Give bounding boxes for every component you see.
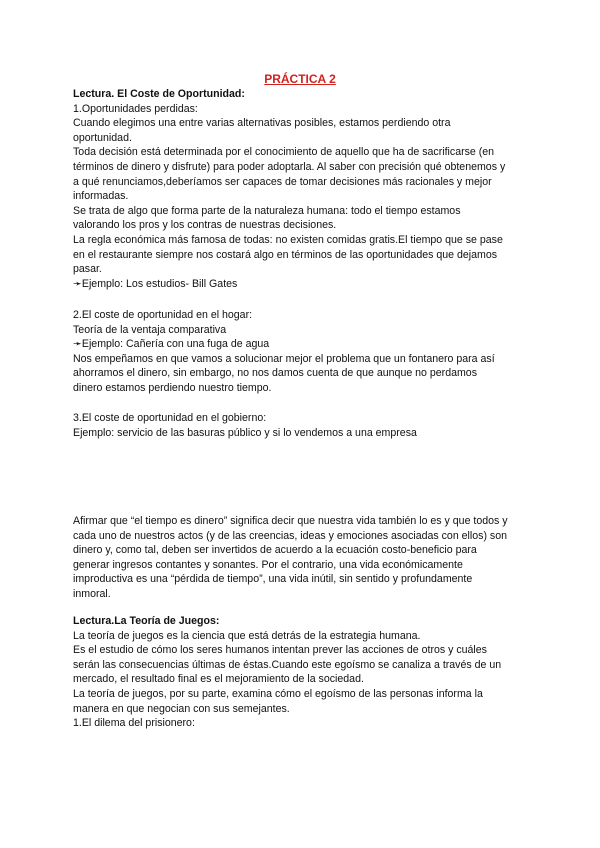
- paragraph-line: a qué renunciamos,deberíamos ser capaces de tomar decisiones más racionales y mejor: [73, 175, 492, 188]
- paragraph-line: Toda decisión está determinada por el conocimiento de aquello que ha de sacrificarse (en: [73, 146, 495, 159]
- paragraph-line: Es el estudio de cómo los seres humanos intentan prever las acciones de otros y cuáles: [73, 644, 487, 657]
- paragraph-line: 1.El dilema del prisionero:: [73, 717, 195, 730]
- paragraph-line: 1.Oportunidades perdidas:: [73, 102, 198, 115]
- section-coste-gobierno: [73, 411, 535, 440]
- paragraph-line: Afirmar que “el tiempo es dinero” significa decir que nuestra vida también lo es y que todos y: [73, 515, 508, 527]
- paragraph-line: La regla económica más famosa de todas: no existen comidas gratis.El tiempo que se pase: [73, 233, 503, 246]
- paragraph-line: Nos empeñamos en que vamos a solucionar mejor el problema que un fontanero para así: [73, 352, 495, 365]
- section-coste-oportunidad: [73, 87, 535, 291]
- paragraph-line: dinero estamos perdiendo nuestro tiempo.: [73, 381, 272, 394]
- paragraph-line: Ejemplo: servicio de las basuras público y si lo vendemos a una empresa: [73, 426, 417, 439]
- section-heading: Lectura. El Coste de Oportunidad:: [73, 88, 245, 100]
- page-title: PRÁCTICA 2: [264, 72, 336, 86]
- section-teoria-juegos: [73, 614, 535, 731]
- paragraph-line: serán las consecuencias últimas de éstas.Cuando este egoísmo se canaliza a través de un: [73, 658, 502, 671]
- section-coste-hogar: [73, 308, 535, 396]
- paragraph-line: ahorramos el dinero, sin embargo, no nos damos cuenta de que aunque no perdamos: [73, 367, 478, 380]
- paragraph-line: mercado, el resultado final es el mejoramiento de la sociedad.: [73, 673, 364, 686]
- paragraph-line: informadas.: [73, 190, 129, 203]
- paragraph-line: 3.El coste de oportunidad en el gobierno:: [73, 412, 267, 424]
- section-heading: Lectura.La Teoría de Juegos:: [73, 615, 220, 627]
- paragraph-line: Se trata de algo que forma parte de la naturaleza humana: todo el tiempo estamos: [73, 204, 461, 217]
- paragraph-line: 2.El coste de oportunidad en el hogar:: [73, 309, 253, 321]
- paragraph-line: en el restaurante siempre nos costará algo en términos de las oportunidades que dejamos: [73, 248, 498, 261]
- paragraph-line: términos de dinero y disfrute) para poder adoptarla. Al saber con precisión qué obtenemos y: [73, 160, 506, 173]
- paragraph-line: ➛Ejemplo: Los estudios- Bill Gates: [73, 277, 238, 290]
- paragraph-line: dinero y, como tal, deben ser invertidos de acuerdo a la ecuación costo-beneficio para: [73, 544, 477, 557]
- paragraph-line: ➛Ejemplo: Cañería con una fuga de agua: [73, 338, 270, 351]
- paragraph-line: generar ingresos contantes y sonantes. Por el contrario, una vida económicamente: [73, 558, 463, 571]
- paragraph-line: valorando los pros y los contras de nuestras decisiones.: [73, 219, 337, 232]
- paragraph-line: pasar.: [73, 263, 102, 276]
- paragraph-line: cada uno de nuestros actos (y de las creencias, ideas y emociones asociadas con ellos) son: [73, 529, 507, 542]
- paragraph-line: manera en que negocian con sus semejantes.: [73, 702, 290, 715]
- paragraph-line: Cuando elegimos una entre varias alternativas posibles, estamos perdiendo otra: [73, 117, 451, 130]
- paragraph-line: oportunidad.: [73, 131, 132, 144]
- paragraph-line: improductiva es una “pérdida de tiempo”, una vida inútil, sin sentido y profundamente: [73, 573, 473, 586]
- paragraph-line: La teoría de juegos es la ciencia que está detrás de la estrategia humana.: [73, 629, 421, 642]
- section-tiempo-dinero: [73, 514, 535, 602]
- paragraph-line: inmoral.: [73, 587, 111, 600]
- paragraph-line: La teoría de juegos, por su parte, examina cómo el egoísmo de las personas informa la: [73, 687, 483, 700]
- paragraph-line: Teoría de la ventaja comparativa: [73, 323, 227, 336]
